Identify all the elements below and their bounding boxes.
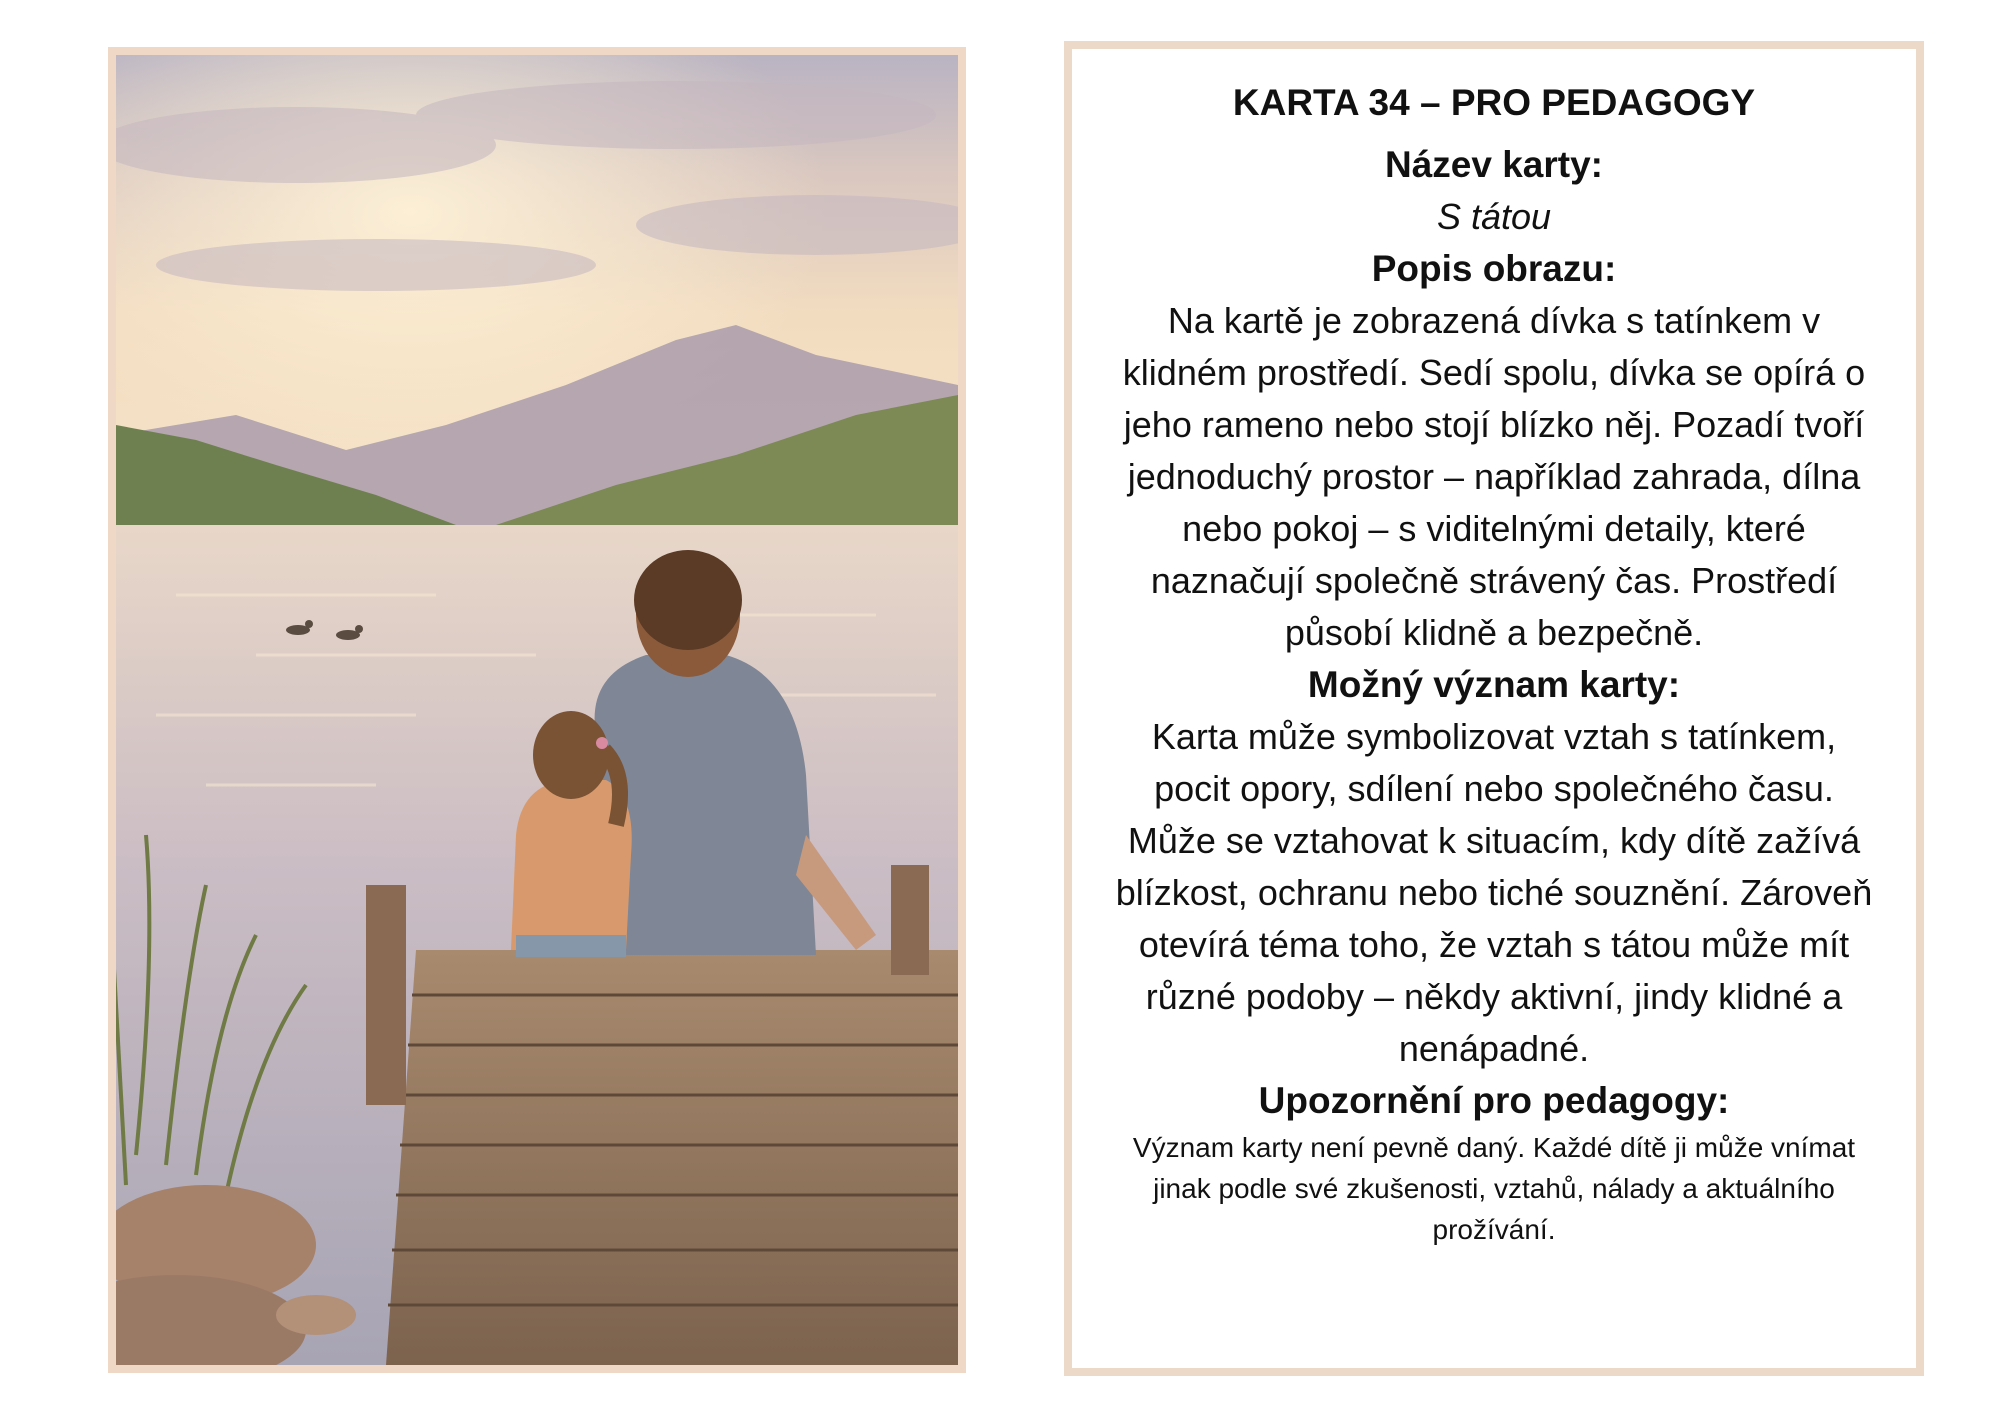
meaning-text: Karta může symbolizovat vztah s tatínkem, pocit opory, sdílení nebo společného času. Může se vztahovat k situacím, kdy dítě zažívá blízkost, ochranu nebo tiché souznění. Zároveň otevírá téma toho, že vztah s tátou může mít různé podoby – někdy aktivní, jindy klidné a nenápadné. [1115,716,1873,1069]
note-text: Význam karty není pevně daný. Každé dítě ji může vnímat jinak podle své zkušenosti, vztahů, nálady a aktuálního prožívání. [1132,1132,1856,1245]
card-title: KARTA 34 – PRO PEDAGOGY [1232,82,1756,123]
lake-scene-illustration [116,55,958,1365]
meaning-heading: Možný význam karty: [1307,664,1681,705]
card-name-value: S tátou [1436,196,1552,237]
card-name-heading: Název karty: [1384,144,1603,185]
dock-post-left [366,885,406,1105]
description-text: Na kartě je zobrazená dívka s tatínkem v klidném prostředí. Sedí spolu, dívka se opírá o jeho rameno nebo stojí blízko něj. Pozadí tvoří jednoduchý prostor – například zahrada, dílna nebo pokoj – s viditelnými detaily, které naznačují společně strávený čas. Prostředí působí klidně a bezpečně. [1122,300,1866,653]
card-illustration [108,47,966,1373]
dock-post-right [891,865,929,975]
wooden-dock [386,950,958,1365]
description-heading: Popis obrazu: [1371,248,1617,289]
card-description-panel [1064,41,1924,1376]
note-heading: Upozornění pro pedagogy: [1258,1080,1730,1121]
